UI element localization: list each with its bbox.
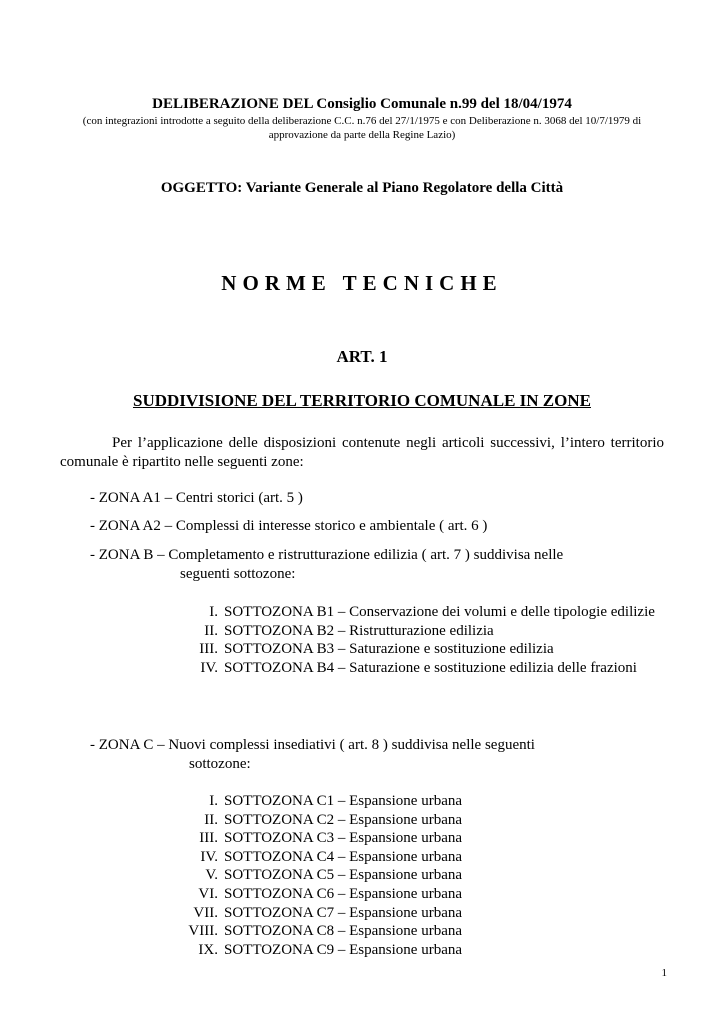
list-item bbox=[150, 941, 664, 960]
list-item bbox=[150, 792, 664, 811]
list-item-number: I. bbox=[209, 793, 218, 809]
list-item-number: II. bbox=[204, 811, 218, 828]
list-item-number: IX. bbox=[198, 941, 218, 958]
list-item-number: II. bbox=[204, 622, 218, 639]
list-item bbox=[150, 922, 664, 941]
list-item-number: III. bbox=[199, 641, 218, 658]
list-item-text: SOTTOZONA C6 – Espansione urbana bbox=[224, 885, 463, 902]
zone-c bbox=[90, 736, 535, 774]
zone-c-line1: - ZONA C – Nuovi complessi insediativi ( art. 8 ) suddivisa nelle seguenti bbox=[90, 737, 535, 753]
intro-paragraph: Per l’applicazione delle disposizioni contenute negli articoli successivi, l’intero territorio comunale è ripartito nelle seguenti zone: bbox=[60, 435, 664, 470]
deliberation-title: DELIBERAZIONE DEL Consiglio Comunale n.99 del 18/04/1974 bbox=[152, 96, 572, 112]
list-item-number: III. bbox=[199, 830, 218, 847]
list-item-text: SOTTOZONA B2 – Ristrutturazione edilizia bbox=[224, 622, 494, 639]
list-item-number: I. bbox=[209, 604, 218, 620]
article-number: ART. 1 bbox=[336, 347, 388, 366]
list-item bbox=[150, 622, 664, 641]
list-item bbox=[150, 603, 664, 622]
list-item bbox=[150, 640, 664, 659]
zone-b-subzones bbox=[150, 603, 664, 677]
list-item bbox=[150, 866, 664, 885]
list-item-text: SOTTOZONA C9 – Espansione urbana bbox=[224, 941, 463, 958]
list-item bbox=[150, 829, 664, 848]
list-item-text: SOTTOZONA C2 – Espansione urbana bbox=[224, 811, 463, 828]
zone-b-line2: seguenti sottozone: bbox=[180, 566, 296, 582]
deliberation-note: (con integrazioni introdotte a seguito della deliberazione C.C. n.76 del 27/1/1975 e con Deliberazione n. 3068 del 10/7/1979 di approvazione da parte della Regine Lazio) bbox=[82, 115, 642, 141]
list-item-text: SOTTOZONA C4 – Espansione urbana bbox=[224, 848, 463, 865]
list-item-text: SOTTOZONA B3 – Saturazione e sostituzione edilizia bbox=[224, 641, 554, 658]
zone-a2: - ZONA A2 – Complessi di interesse storico e ambientale ( art. 6 ) bbox=[90, 518, 488, 534]
list-item-text: SOTTOZONA C7 – Espansione urbana bbox=[224, 904, 463, 921]
list-item bbox=[150, 885, 664, 904]
article-title-wrap bbox=[0, 391, 724, 411]
zone-b bbox=[90, 546, 563, 584]
list-item-number: IV. bbox=[200, 659, 218, 676]
list-item-number: VII. bbox=[193, 904, 218, 921]
zone-c-subzones bbox=[150, 792, 664, 959]
list-item-number: IV. bbox=[200, 848, 218, 865]
page-number: 1 bbox=[661, 967, 667, 979]
subject-line: OGGETTO: Variante Generale al Piano Regolatore della Città bbox=[160, 180, 564, 196]
list-item-text: SOTTOZONA B1 – Conservazione dei volumi e delle tipologie edilizie bbox=[224, 604, 655, 620]
zone-c-line2: sottozone: bbox=[189, 756, 251, 772]
zone-a1: - ZONA A1 – Centri storici (art. 5 ) bbox=[90, 490, 303, 506]
list-item-text: SOTTOZONA B4 – Saturazione e sostituzione edilizia delle frazioni bbox=[224, 659, 637, 676]
list-item-text: SOTTOZONA C1 – Espansione urbana bbox=[224, 793, 463, 809]
list-item-number: VIII. bbox=[188, 923, 218, 940]
zone-b-line1: - ZONA B – Completamento e ristrutturazione edilizia ( art. 7 ) suddivisa nelle bbox=[90, 547, 564, 563]
list-item bbox=[150, 904, 664, 923]
list-item-text: SOTTOZONA C3 – Espansione urbana bbox=[224, 830, 463, 847]
list-item-text: SOTTOZONA C5 – Espansione urbana bbox=[224, 867, 463, 884]
list-item-number: VI. bbox=[198, 885, 218, 902]
list-item-text: SOTTOZONA C8 – Espansione urbana bbox=[224, 923, 463, 940]
list-item bbox=[150, 659, 664, 678]
list-item-number: V. bbox=[205, 867, 218, 884]
article-title: SUDDIVISIONE DEL TERRITORIO COMUNALE IN ZONE bbox=[132, 391, 591, 410]
list-item bbox=[150, 848, 664, 867]
list-item bbox=[150, 811, 664, 830]
document-title: NORME TECNICHE bbox=[221, 271, 503, 295]
